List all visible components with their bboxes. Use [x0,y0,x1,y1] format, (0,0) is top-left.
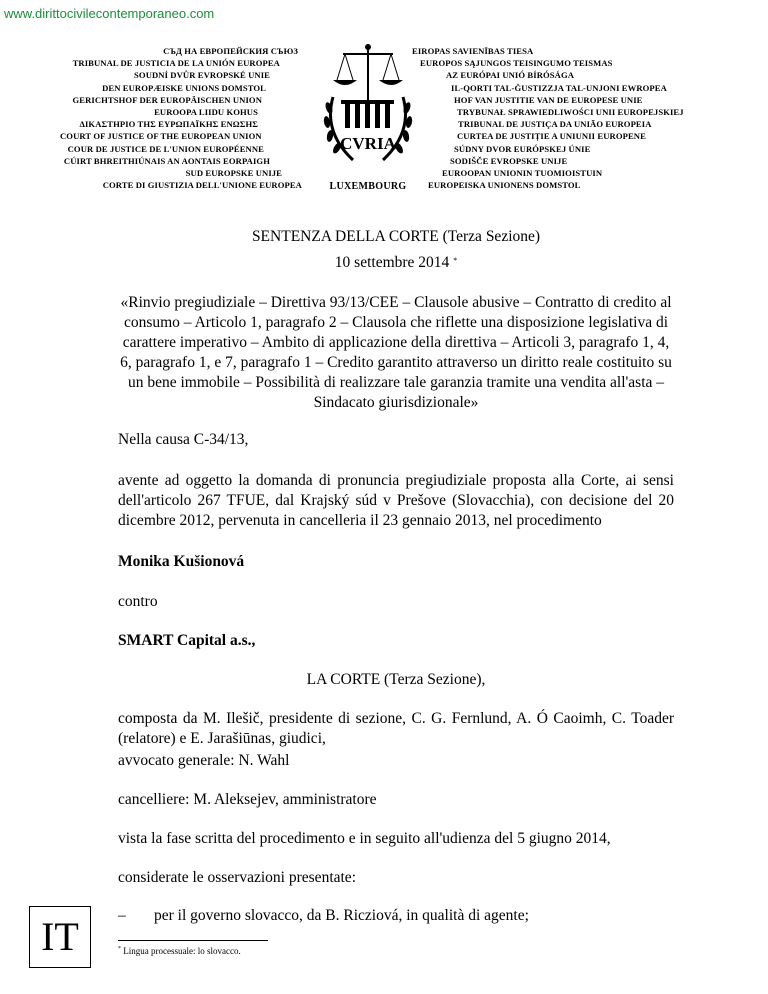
court-name: EIROPAS SAVIENĪBAS TIESA [412,46,534,56]
footnote-text: Lingua processuale: lo slovacco. [123,946,241,956]
logo-city: LUXEMBOURG [329,181,407,192]
court-name: GERICHTSHOF DER EUROPÄISCHEN UNION [72,94,262,105]
court-name: SÚDNY DVOR EURÓPSKEJ ÚNIE [454,143,591,154]
court-name: HOF VAN JUSTITIE VAN DE EUROPESE UNIE [454,94,643,105]
judgment-subject: «Rinvio pregiudiziale – Direttiva 93/13/CEE – Clausole abusive – Contratto di credito al consumo – Articolo 1, paragrafo 2 – Clausola che riflette una disposizione legislativa di carattere imperativo – Ambito di applicazione della direttiva – Articoli 3, paragrafo 1, 4, 6, paragrafo 1, e 7, paragrafo 1 – Credito garantito attraverso un diritto reale costituito su un bene immobile – Possibilità di realizzare tale garanzia tramite una vendita all'asta – Sindacato giurisdizionale» [120,294,672,411]
court-name: IL-QORTI TAL-ĠUSTIZZJA TAL-UNJONI EWROPEA [451,82,667,93]
party-defendant: SMART Capital a.s., [118,632,256,649]
footnote-divider [118,940,268,941]
judgment-date [118,253,674,273]
observation-text: per il governo slovacco, da B. Ricziová, in qualità di agente; [154,907,529,924]
court-composition: composta da M. Ilešič, presidente di sezione, C. G. Fernlund, A. Ó Caoimh, C. Toader (relatore) e E. Jarašiūnas, giudici, [118,710,674,747]
footnote [118,946,241,956]
court-name: EUROPOS SĄJUNGOS TEISINGUMO TEISMAS [420,58,613,69]
party-applicant: Monika Kušionová [118,553,245,570]
registrar: cancelliere: M. Aleksejev, amministratore [118,791,377,808]
court-name: TRIBUNAL DE JUSTICIA DE LA UNIÓN EUROPEA [72,58,280,69]
court-names-right [412,45,752,191]
court-name: CORTE DI GIUSTIZIA DELL'UNIONE EUROPEA [102,180,302,191]
court-name: EUROOPA LIIDU KOHUS [154,107,258,118]
advocate-general: avvocato generale: N. Wahl [118,752,290,769]
svg-text:CVRIA: CVRIA [340,134,396,153]
observation-item [118,906,674,926]
language-code-box: IT [29,906,91,968]
contro-text: contro [118,593,158,610]
curia-logo-icon [313,42,423,192]
footnote-marker: * [118,946,121,952]
court-name: COURT OF JUSTICE OF THE EUROPEAN UNION [60,131,262,142]
case-object: avente ad oggetto la domanda di pronuncia pregiudiziale proposta alla Corte, ai sensi dell'articolo 267 TFUE, dal Krajský súd v Prešove (Slovacchia), con decisione del 20 dicembre 2012, pervenuta in cancelleria il 23 gennaio 2013, nel procedimento [118,472,674,529]
court-name: EUROOPAN UNIONIN TUOMIOISTUIN [442,168,603,179]
footnote-marker[interactable]: * [453,256,458,265]
court-name: AZ EURÓPAI UNIÓ BÍRÓSÁGA [446,70,575,81]
court-name: CÚIRT BHREITHIÚNAIS AN AONTAIS EORPAIGH [63,155,270,166]
court-name: TRIBUNAL DE JUSTIÇA DA UNIÃO EUROPEIA [458,119,652,130]
bullet-dash: – [118,907,126,924]
observations-intro: considerate le osservazioni presentate: [118,869,356,886]
court-name: SOUDNÍ DVŮR EVROPSKÉ UNIE [134,70,270,81]
court-name: COUR DE JUSTICE DE L'UNION EUROPÉENNE [67,143,264,154]
court-name: СЪД НА ЕВРОПЕЙСКИЯ СЪЮЗ [163,46,298,56]
procedure: vista la fase scritta del procedimento e in seguito all'udienza del 5 giugno 2014, [118,830,611,847]
court-name: TRYBUNAŁ SPRAWIEDLIWOŚCI UNII EUROPEJSKIEJ [457,107,684,118]
court-name: SUD EUROPSKE UNIJE [185,168,282,179]
court-name: DEN EUROPÆISKE UNIONS DOMSTOL [102,82,266,93]
court-name: EUROPEISKA UNIONENS DOMSTOL [428,180,581,191]
court-heading: LA CORTE (Terza Sezione), [306,671,486,688]
judgment-title: SENTENZA DELLA CORTE (Terza Sezione) [251,228,541,245]
date-text: 10 settembre 2014 [334,254,450,271]
case-number: Nella causa C-34/13, [118,431,249,448]
court-names-left [60,45,302,191]
site-url[interactable]: www.dirittocivilecontemporaneo.com [4,6,215,21]
court-name: SODIŠČE EVROPSKE UNIJE [450,155,568,166]
court-name: ΔΙΚΑΣΤΗΡΙΟ ΤΗΣ ΕΥΡΩΠΑΪΚΗΣ ΕΝΩΣΗΣ [79,119,258,130]
court-name: CURTEA DE JUSTIȚIE A UNIUNII EUROPENE [457,131,646,142]
